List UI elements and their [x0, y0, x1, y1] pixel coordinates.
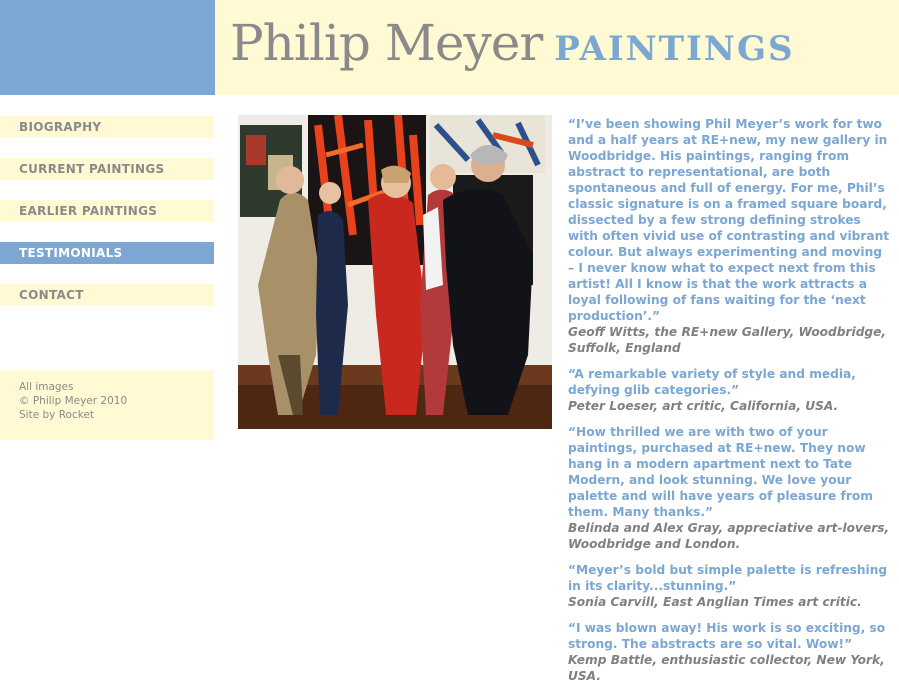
credits-site-by: Site by Rocket: [19, 409, 95, 421]
site-title-name: Philip Meyer: [230, 14, 543, 72]
testimonial-quote: “How thrilled we are with two of your paintings, purchased at RE+new. They now hang in a modern apartment next to Tate Modern, and look stunning. We love your palette and will have years of pleasure from them. Many thanks.”: [568, 425, 873, 519]
credits-copyright: © Philip Meyer 2010: [19, 395, 128, 407]
site-title-paintings: PAINTINGS: [554, 29, 795, 69]
testimonial-quote: “I’ve been showing Phil Meyer’s work for two and a half years at RE+new, my new gallery in Woodbridge. His paintings, ranging from abstract to representational, are both spontaneous and full of energy. For me, Phil’s classic signature is on a framed square board, dissected by a few strong defining strokes with often vivid use of contrasting and vibrant colour. But always experimenting and moving – I never know what to expect next from this artist! All I know is that the work attracts a loyal following of fans waiting for the ‘next production’.”: [568, 117, 890, 323]
testimonial-item: [568, 620, 890, 684]
nav-item-current-paintings[interactable]: CURRENT PAINTINGS: [0, 158, 214, 180]
testimonial-item: [568, 366, 890, 414]
testimonial-item: [568, 116, 890, 356]
site-title: [230, 14, 795, 72]
nav-item-contact[interactable]: CONTACT: [0, 284, 214, 306]
gallery-photo-image: [238, 115, 552, 429]
testimonial-source: Geoff Witts, the RE+new Gallery, Woodbridge, Suffolk, England: [568, 325, 887, 355]
credits-line: All images: [19, 381, 74, 393]
testimonial-source: Sonia Carvill, East Anglian Times art critic.: [568, 595, 862, 609]
testimonial-quote: “I was blown away! His work is so exciting, so strong. The abstracts are so vital. Wow!”: [568, 621, 886, 651]
site-credits: [0, 370, 214, 440]
testimonial-source: Peter Loeser, art critic, California, USA.: [568, 399, 839, 413]
testimonial-item: [568, 562, 890, 610]
main-nav: [0, 116, 214, 326]
nav-item-testimonials[interactable]: TESTIMONIALS: [0, 242, 214, 264]
testimonials-list: [568, 116, 890, 694]
nav-item-earlier-paintings[interactable]: EARLIER PAINTINGS: [0, 200, 214, 222]
nav-item-biography[interactable]: BIOGRAPHY: [0, 116, 214, 138]
gallery-photo: [238, 115, 552, 429]
testimonial-item: [568, 424, 890, 552]
testimonial-source: Kemp Battle, enthusiastic collector, New York, USA.: [568, 653, 885, 683]
header-corner-block: [0, 0, 215, 95]
testimonial-source: Belinda and Alex Gray, appreciative art-lovers, Woodbridge and London.: [568, 521, 890, 551]
testimonial-quote: “A remarkable variety of style and media, defying glib categories.”: [568, 367, 856, 397]
testimonial-quote: “Meyer’s bold but simple palette is refreshing in its clarity...stunning.”: [568, 563, 888, 593]
header-banner: [215, 0, 899, 95]
